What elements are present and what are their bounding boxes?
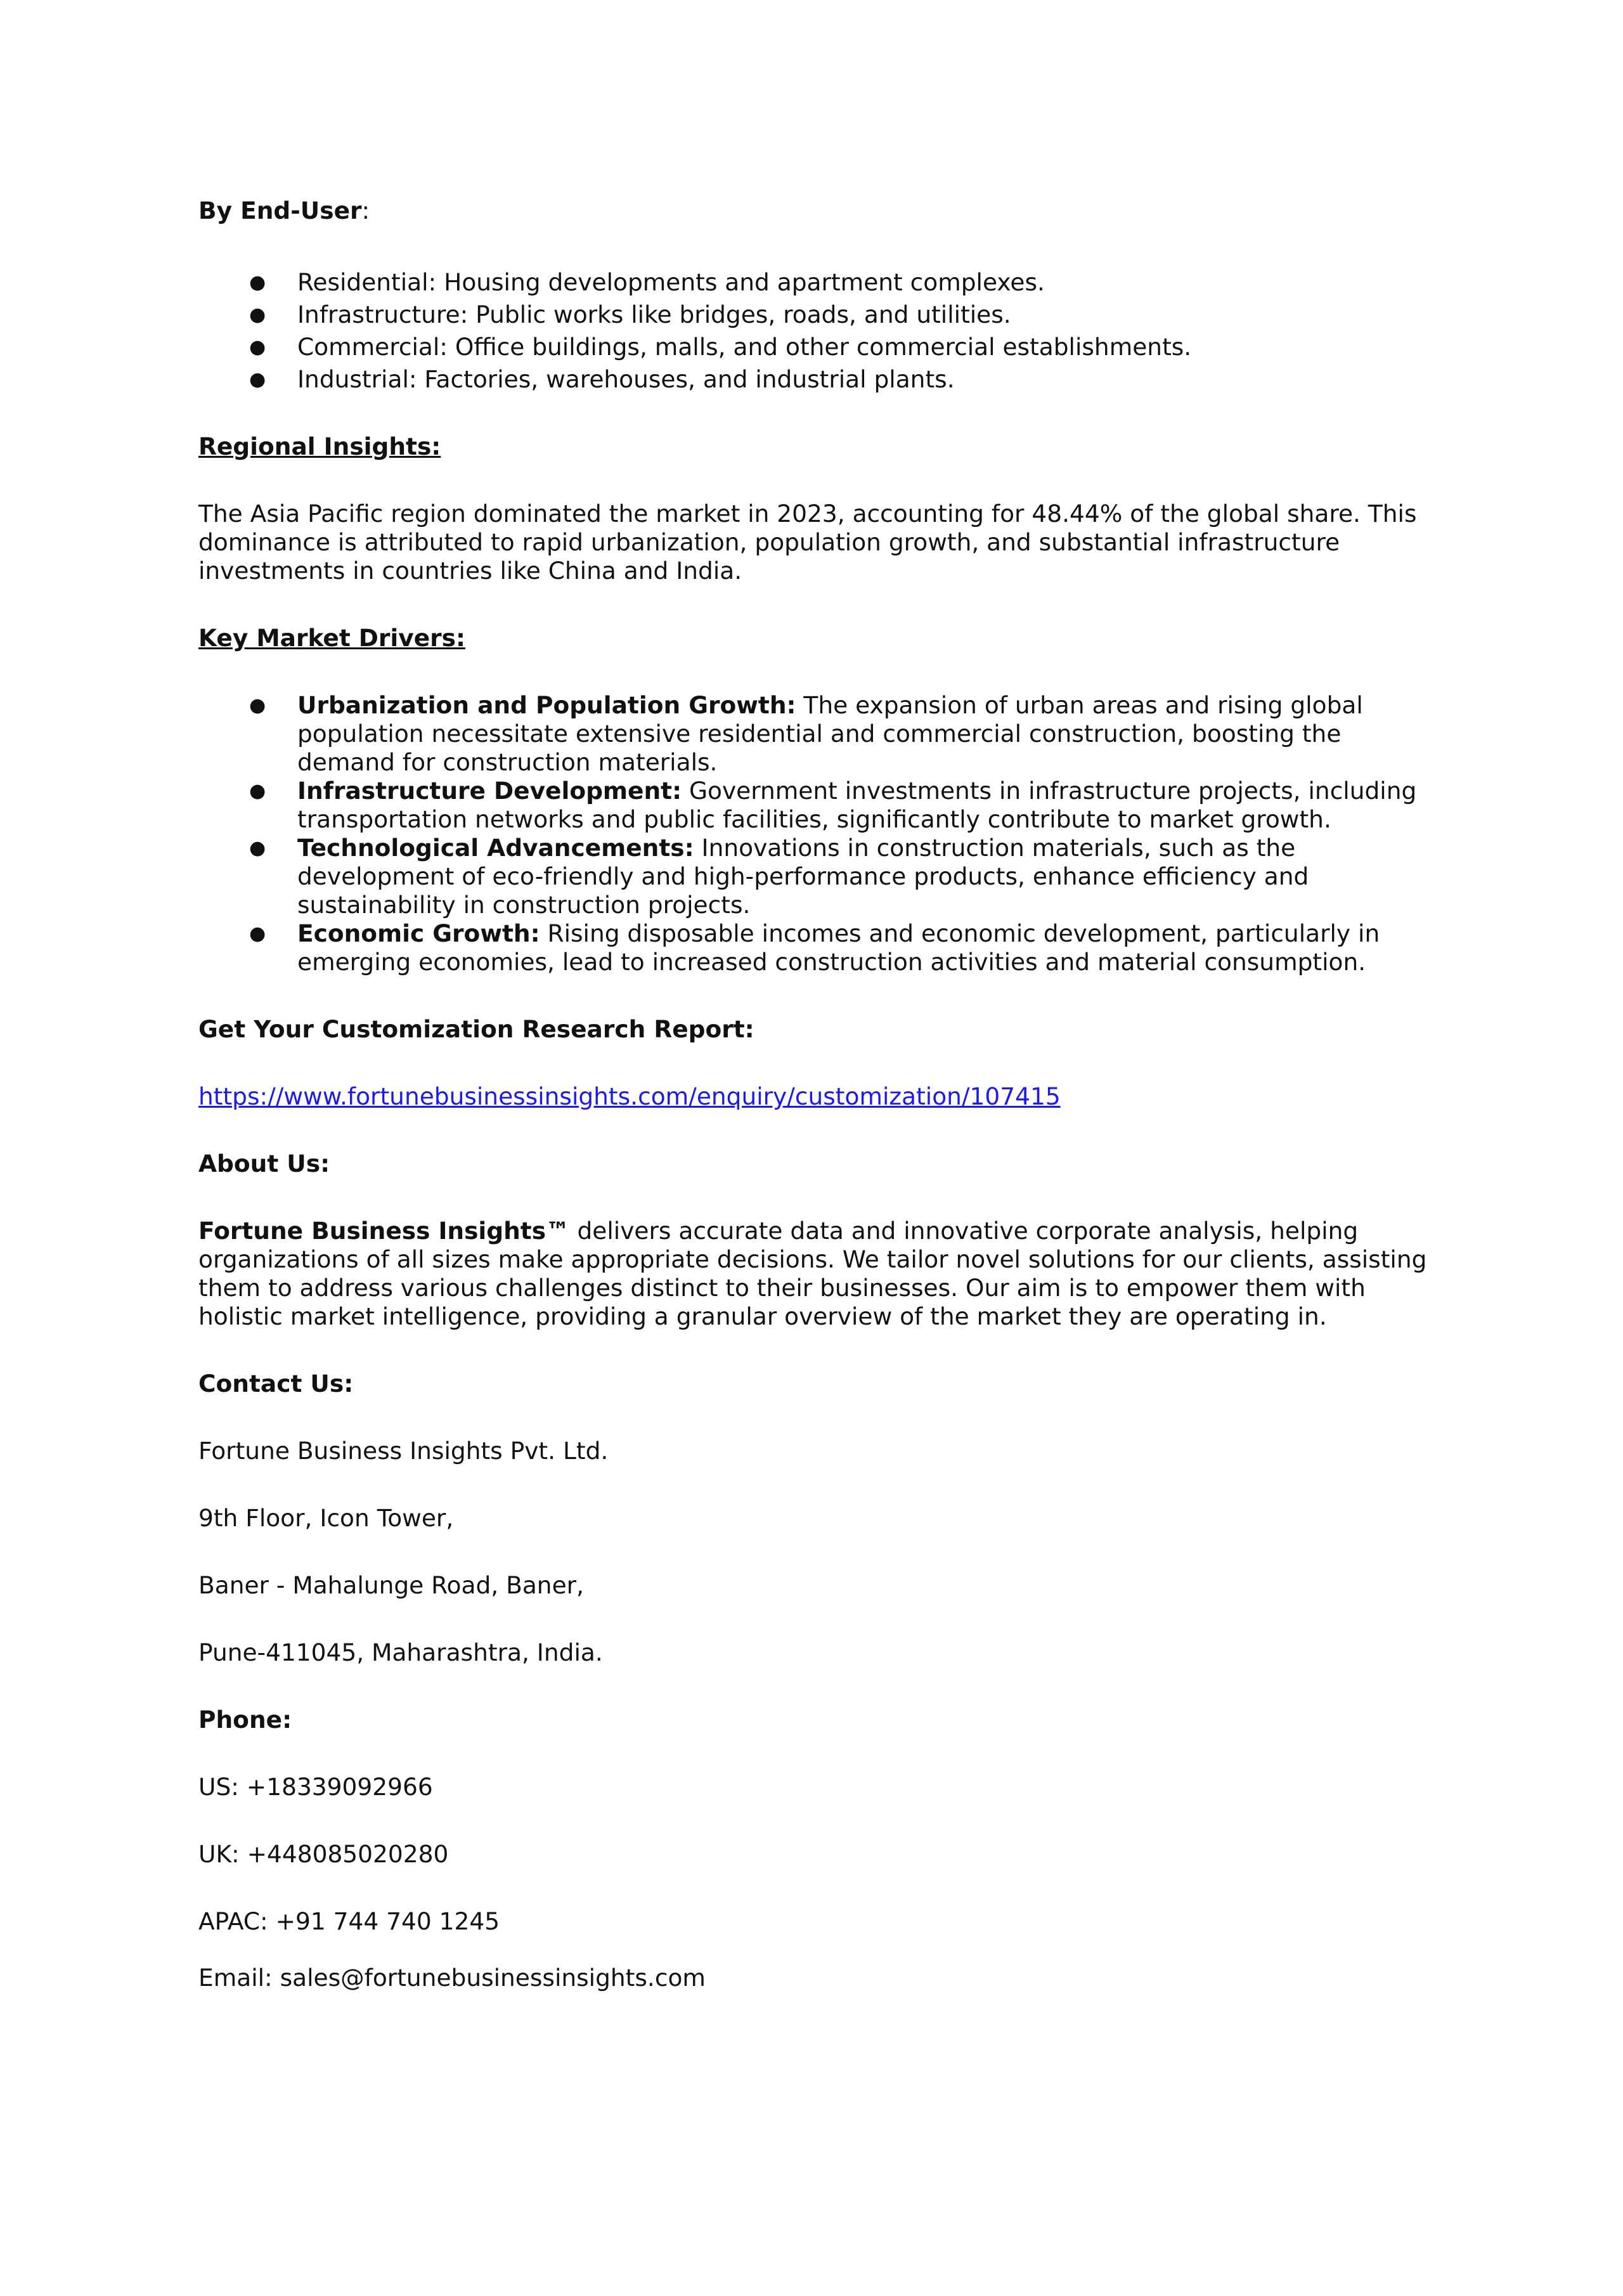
contact-address-line-2: Baner - Mahalunge Road, Baner, (198, 1571, 584, 1599)
driver-text-urbanization: The expansion of urban areas and rising global population necessitate extensive residential and commercial construction, boosting the demand for construction materials. (297, 691, 1363, 776)
end-user-list (198, 268, 1441, 394)
end-user-heading-suffix: : (361, 197, 370, 224)
contact-us-heading: Contact Us: (198, 1370, 354, 1398)
list-item (198, 834, 1441, 919)
bullet-icon: ● (249, 271, 266, 294)
phone-us: US: +18339092966 (198, 1773, 433, 1801)
phone-uk: UK: +448085020280 (198, 1840, 449, 1868)
key-market-drivers-heading: Key Market Drivers: (198, 624, 465, 652)
end-user-item-industrial: Industrial: Factories, warehouses, and industrial plants. (297, 365, 955, 393)
driver-title-urbanization: Urbanization and Population Growth: (297, 691, 796, 719)
bullet-icon: ● (249, 923, 266, 945)
list-item (198, 301, 1441, 333)
customization-heading: Get Your Customization Research Report: (198, 1015, 754, 1043)
driver-title-infrastructure: Infrastructure Development: (297, 777, 682, 805)
bullet-icon: ● (249, 694, 266, 717)
customization-link[interactable]: https://www.fortunebusinessinsights.com/enquiry/customization/107415 (198, 1082, 1061, 1110)
list-item (198, 691, 1441, 777)
list-item (198, 919, 1441, 976)
phone-heading: Phone: (198, 1706, 292, 1734)
about-us-heading: About Us: (198, 1150, 330, 1177)
contact-address-line-1: 9th Floor, Icon Tower, (198, 1504, 454, 1532)
regional-insights-heading: Regional Insights: (198, 432, 441, 460)
driver-text-infrastructure: Government investments in infrastructure projects, including transportation networks and public facilities, significantly contribute to market growth. (297, 777, 1417, 833)
contact-address-line-3: Pune-411045, Maharashtra, India. (198, 1638, 603, 1666)
end-user-heading-line (198, 197, 1441, 225)
driver-text-technology: Innovations in construction materials, such as the development of eco-friendly and high-performance products, enhance efficiency and sustainability in construction projects. (297, 834, 1309, 919)
end-user-item-residential: Residential: Housing developments and apartment complexes. (297, 268, 1045, 296)
driver-title-economic: Economic Growth: (297, 919, 540, 947)
list-item (198, 365, 1441, 394)
about-us-paragraph (198, 1217, 1441, 1331)
drivers-list (198, 691, 1441, 976)
bullet-icon: ● (249, 837, 266, 859)
phone-apac: APAC: +91 744 740 1245 (198, 1907, 500, 1935)
end-user-item-infrastructure: Infrastructure: Public works like bridges, roads, and utilities. (297, 301, 1011, 328)
end-user-heading: By End-User (198, 197, 362, 224)
driver-text-economic: Rising disposable incomes and economic development, particularly in emerging economies, lead to increased construction activities and material consumption. (297, 919, 1380, 976)
list-item (198, 268, 1441, 301)
bullet-icon: ● (249, 780, 266, 802)
list-item (198, 333, 1441, 365)
end-user-item-commercial: Commercial: Office buildings, malls, and other commercial establishments. (297, 333, 1192, 361)
contact-company: Fortune Business Insights Pvt. Ltd. (198, 1437, 609, 1465)
bullet-icon: ● (249, 368, 266, 391)
document-page (198, 197, 1441, 1992)
bullet-icon: ● (249, 304, 266, 326)
about-us-body: delivers accurate data and innovative corporate analysis, helping organizations of all sizes make appropriate decisions. We tailor novel solutions for our clients, assisting them to address various challenges distinct to their businesses. Our aim is to empower them with holistic market intelligence, providing a granular overview of the market they are operating in. (198, 1217, 1427, 1330)
about-brand-name: Fortune Business Insights™ (198, 1217, 570, 1245)
driver-title-technology: Technological Advancements: (297, 834, 694, 862)
regional-insights-body: The Asia Pacific region dominated the market in 2023, accounting for 48.44% of the global share. This dominance is attributed to rapid urbanization, population growth, and substantial infrastructure investments in countries like China and India. (198, 500, 1417, 585)
list-item (198, 777, 1441, 834)
contact-email: Email: sales@fortunebusinessinsights.com (198, 1964, 706, 1992)
bullet-icon: ● (249, 336, 266, 358)
customization-link-line (198, 1082, 1441, 1111)
